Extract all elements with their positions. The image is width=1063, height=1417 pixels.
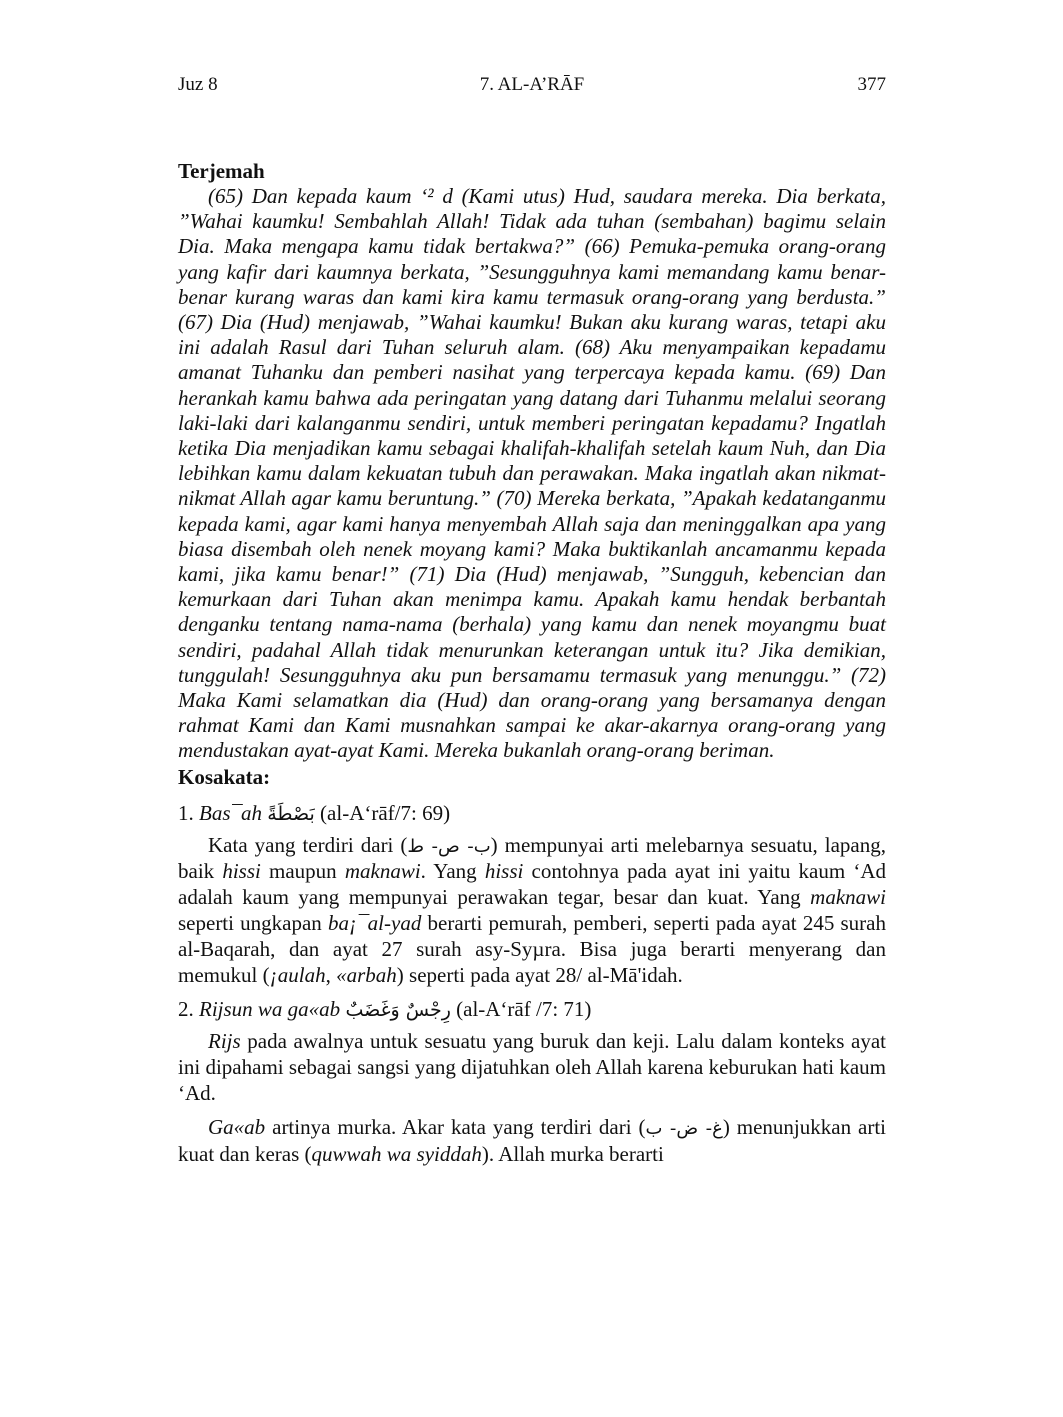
entry-reference: (al-A‘rāf /7: 71): [456, 997, 592, 1022]
entry-reference: (al-A‘rāf/7: 69): [320, 800, 451, 825]
terjemah-heading: Terjemah: [178, 159, 265, 183]
page-number: 377: [857, 74, 886, 95]
arabic-letters: غ- ض- ب: [645, 1117, 723, 1139]
italic-term: «arbah: [336, 962, 397, 987]
text-run: maupun: [260, 859, 345, 884]
juz-label: Juz 8: [178, 74, 218, 95]
entry-arabic: رِجْسٌ وَغَضَبٌ: [345, 999, 451, 1022]
text-run: ) seperti pada ayat 28/ al-Mā'idah.: [396, 962, 683, 987]
text-run: seperti ungkapan: [178, 911, 328, 936]
text-run: ) menunjukkan arti kuat dan keras (: [178, 1114, 886, 1166]
text-run: berarti pemurah, pemberi, seperti pada ayat 245 surah al-Baqarah, dan ayat 27 surah asy-Syµra. Bisa juga berarti menyerang dan memukul (: [178, 911, 886, 987]
italic-term: hissi: [222, 859, 261, 884]
vocab-entry-head: [178, 996, 886, 1023]
text-run: ,: [325, 962, 337, 987]
kosakata-heading: Kosakata:: [178, 764, 271, 789]
vocab-entry-1: [178, 800, 886, 989]
entry-term: Bas¯ah: [199, 800, 262, 825]
page-header: [178, 74, 886, 102]
vocab-entry-2: [178, 996, 886, 1167]
italic-term: Rijs: [208, 1029, 241, 1054]
arabic-letters: ب- ص- ط: [407, 835, 491, 857]
entry-explanation: [178, 1029, 886, 1106]
entry-arabic: بَصْطَةً: [267, 802, 315, 825]
vocab-entry-head: [178, 800, 886, 827]
text-run: . Yang: [420, 859, 485, 884]
text-run: ) mempunyai arti melebarnya sesuatu, lapang, baik: [178, 832, 886, 884]
text-run: artinya murka. Akar kata yang terdiri dari (: [265, 1114, 646, 1139]
italic-term: quwwah wa syiddah: [311, 1141, 482, 1166]
entry-number: 1.: [178, 800, 194, 825]
text-run: contohnya pada ayat ini yaitu kaum ‘Ad adalah kaum yang mempunyai perawakan tegar, besar dan kuat. Yang: [178, 859, 887, 910]
translation-text: (65) Dan kepada kaum ‘² d (Kami utus) Hud, saudara mereka. Dia berkata, ”Wahai kaumku! Sembahlah Allah! Tidak ada tuhan (sembahan) bagimu selain Dia. Maka mengapa kamu tidak bertakwa?” (66) Pemuka-pemuka orang-orang yang kafir dari kaumnya berkata, ”Sesungguhnya kami memandang kamu benar-benar kurang waras dan kami kira kamu termasuk orang-orang yang berdusta.” (67) Dia (Hud) menjawab, ”Wahai kaumku! Bukan aku kurang waras, tetapi aku ini adalah Rasul dari Tuhan seluruh alam. (68) Aku menyampaikan kepadamu amanat Tuhanku dan pemberi nasihat yang terpercaya kepada kamu. (69) Dan herankah kamu bahwa ada peringatan yang datang dari Tuhanmu melalui seorang laki-laki dari kalanganmu sendiri, untuk memberi peringatan kepadamu? Ingatlah ketika Dia menjadikan kamu sebagai khalifah-khalifah setelah kaum Nuh, dan Dia lebihkan kamu dalam kekuatan tubuh dan perawakan. Maka ingatlah akan nikmat-nikmat Allah agar kamu beruntung.” (70) Mereka berkata, ”Apakah kedatanganmu kepada kami, agar kami hanya menyembah Allah saja dan meninggalkan apa yang biasa disembah oleh nenek moyang kami? Maka buktikanlah ancamanmu kepada kami, jika kamu benar!” (71) Dia (Hud) menjawab, ”Sungguh, kebencian dan kemurkaan dari Tuhan akan menimpa kamu. Apakah kamu hendak berbantah denganku tentang nama-nama (berhala) yang kamu dan nenek moyangmu buat sendiri, padahal Allah tidak menurunkan keterangan untuk itu? Jika demikian, tunggulah! Sesungguhnya aku pun bersamamu termasuk yang menunggu.” (72) Maka Kami selamatkan dia (Hud) dan orang-orang yang bersamanya dengan rahmat Kami dan Kami musnahkan sampai ke akar-akarnya orang-orang yang mendustakan ayat-ayat Kami. Mereka bukanlah orang-orang beriman.: [178, 184, 886, 763]
text-run: Kata yang terdiri dari (: [208, 832, 408, 857]
surah-title: 7. AL-A’RĀF: [479, 74, 585, 95]
italic-term: Ga«ab: [208, 1114, 266, 1139]
italic-term: maknawi: [344, 859, 421, 884]
entry-explanation: [178, 1115, 886, 1168]
italic-term: ¡aulah: [269, 962, 326, 987]
italic-term: maknawi: [810, 885, 886, 910]
entry-number: 2.: [178, 997, 194, 1022]
entry-explanation: [178, 833, 886, 989]
italic-term: hissi: [484, 859, 524, 884]
page-content: [178, 158, 886, 1175]
text-run: pada awalnya untuk sesuatu yang buruk dan keji. Lalu dalam konteks ayat ini dipahami sebagai sangsi yang dijatuhkan oleh Allah karena keburukan hati kaum ‘Ad.: [178, 1029, 886, 1106]
text-run: ). Allah murka berarti: [481, 1141, 664, 1166]
entry-term: Rijsun wa ga«ab: [199, 997, 341, 1022]
italic-term: ba¡¯al-yad: [328, 911, 422, 936]
